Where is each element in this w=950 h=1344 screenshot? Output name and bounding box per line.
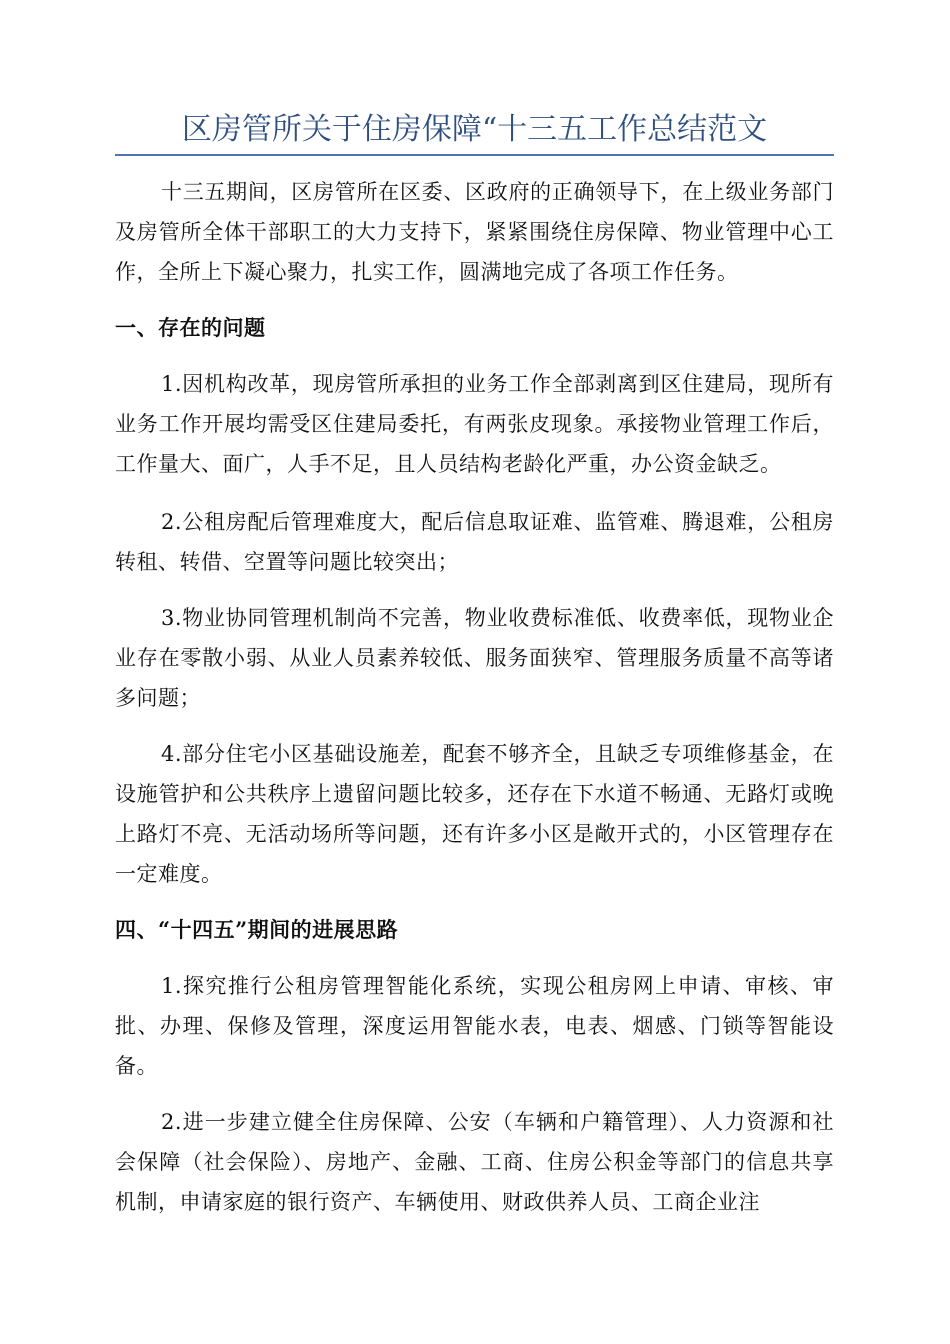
plan-item-1: 1.探究推行公租房管理智能化系统，实现公租房网上申请、审核、审批、办理、保修及管理，深度运用智能水表，电表、烟感、门锁等智能设备。: [115, 974, 834, 1078]
title-underline: [115, 154, 834, 156]
document-title: 区房管所关于住房保障“十三五工作总结范文: [181, 112, 768, 147]
problem-item-2: 2.公租房配后管理难度大，配后信息取证难、监管难、腾退难，公租房转租、转借、空置等问题比较突出；: [115, 510, 834, 574]
intro-paragraph: 十三五期间，区房管所在区委、区政府的正确领导下，在上级业务部门及房管所全体干部职工的大力支持下，紧紧围绕住房保障、物业管理中心工作，全所上下凝心聚力，扎实工作，圆满地完成了各项工作任务。: [115, 180, 834, 284]
section-heading-plans: 四、“十四五”期间的进展思路: [115, 917, 399, 942]
section-heading-problems: 一、存在的问题: [115, 315, 266, 340]
plan-item-2: 2.进一步建立健全住房保障、公安（车辆和户籍管理）、人力资源和社会保障（社会保险）、房地产、金融、工商、住房公积金等部门的信息共享机制，申请家庭的银行资产、车辆使用、财政供养人员、工商企业注: [115, 1110, 834, 1214]
document-body: [115, 172, 834, 1222]
problem-item-4: 4.部分住宅小区基础设施差，配套不够齐全，且缺乏专项维修基金，在设施管护和公共秩序上遗留问题比较多，还存在下水道不畅通、无路灯或晚上路灯不亮、无活动场所等问题，还有许多小区是敞开式的，小区管理存在一定难度。: [115, 742, 834, 886]
problem-item-1: 1.因机构改革，现房管所承担的业务工作全部剥离到区住建局，现所有业务工作开展均需受区住建局委托，有两张皮现象。承接物业管理工作后，工作量大、面广，人手不足，且人员结构老龄化严重，办公资金缺乏。: [115, 372, 834, 476]
problem-item-3: 3.物业协同管理机制尚不完善，物业收费标准低、收费率低，现物业企业存在零散小弱、从业人员素养较低、服务面狭窄、管理服务质量不高等诸多问题；: [115, 606, 834, 710]
